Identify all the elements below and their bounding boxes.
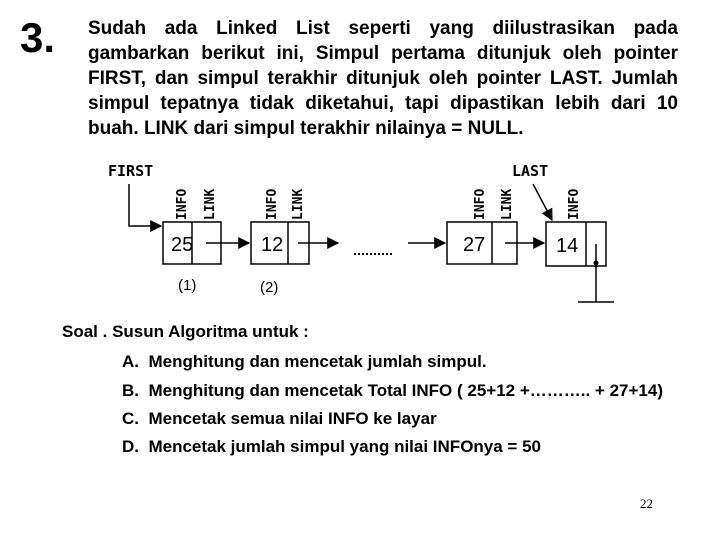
question-text: Menghitung dan mencetak Total INFO ( 25+12 +……….. + 27+14) [148, 381, 663, 400]
description-line: gambarkan berikut ini, Simpul pertama ditunjuk oleh pointer [88, 43, 678, 64]
questions-heading: Soal . Susun Algoritma untuk : [62, 322, 309, 341]
first-pointer-arrow [129, 184, 161, 226]
node-info-value: 27 [463, 234, 486, 256]
node-info-value: 12 [261, 234, 284, 256]
description-line: FIRST, dan simpul terakhir ditunjuk oleh pointer LAST. Jumlah [88, 68, 678, 89]
question-item [122, 409, 437, 429]
node-1 [163, 189, 221, 294]
link-field-label: LINK [500, 188, 515, 220]
null-ground-icon [578, 244, 614, 302]
question-text: Menghitung dan mencetak jumlah simpul. [148, 352, 487, 371]
slide-number: 3. [20, 14, 56, 61]
description-line: Sudah ada Linked List seperti yang diilustrasikan pada [88, 18, 678, 39]
question-item [122, 352, 487, 372]
description-line: simpul tepatnya tidak diketahui, tapi dipastikan lebih dari 10 [88, 93, 678, 114]
question-letter: A. [122, 352, 139, 371]
node-info-value: 14 [556, 235, 579, 257]
node-index: (2) [260, 279, 279, 296]
description-line: buah. LINK dari simpul terakhir nilainya = NULL. [88, 118, 524, 139]
question-letter: C. [122, 409, 139, 428]
first-pointer-label: FIRST [108, 162, 154, 180]
last-pointer-label: LAST [512, 162, 549, 180]
question-text: Mencetak jumlah simpul yang nilai INFOnya = 50 [148, 437, 541, 456]
link-field-label: LINK [203, 188, 218, 220]
node-3 [447, 189, 517, 264]
info-field-label: INFO [473, 188, 488, 220]
node-4 [546, 189, 606, 266]
question-item [122, 381, 663, 401]
page-number: 22 [640, 496, 653, 511]
question-letter: D. [122, 437, 139, 456]
question-text: Mencetak semua nilai INFO ke layar [148, 409, 437, 428]
last-pointer-arrow [533, 184, 552, 220]
node-info-value: 25 [171, 234, 194, 256]
info-field-label: INFO [265, 188, 280, 220]
link-field-label: LINK [291, 188, 306, 220]
question-item [122, 437, 541, 457]
node-index: (1) [178, 277, 197, 294]
info-field-label: INFO [175, 188, 190, 220]
question-letter: B. [122, 381, 139, 400]
info-field-label: INFO [567, 188, 582, 220]
